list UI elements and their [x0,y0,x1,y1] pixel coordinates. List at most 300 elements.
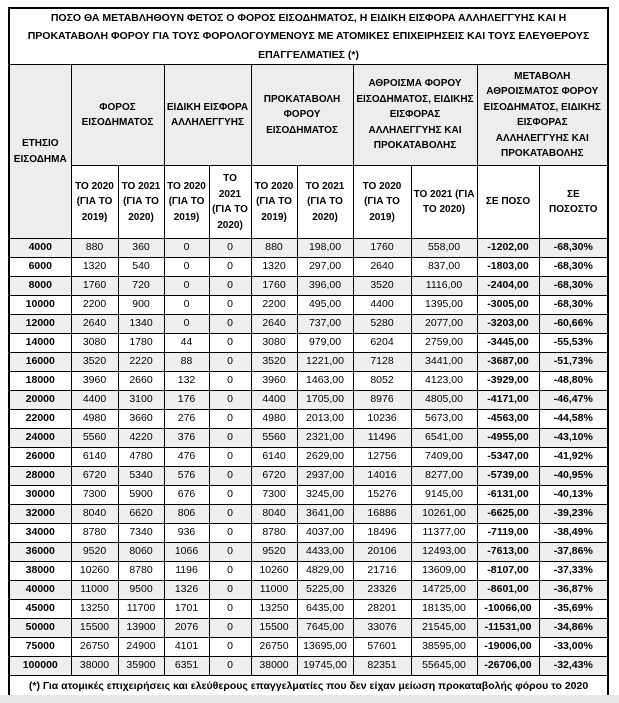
value-cell: 8040 [251,505,297,524]
value-cell: 4980 [71,410,118,429]
value-cell: 6720 [71,467,118,486]
value-cell: 33076 [353,619,411,638]
value-cell: 11000 [71,581,118,600]
value-cell: 396,00 [297,277,353,296]
value-cell: 0 [209,258,251,277]
income-cell: 8000 [9,277,71,296]
value-cell: 4101 [164,638,209,657]
income-cell: 28000 [9,467,71,486]
income-cell: 20000 [9,391,71,410]
value-cell: 7300 [71,486,118,505]
value-cell: -37,86% [539,543,608,562]
value-cell: 3660 [118,410,164,429]
value-cell: -7119,00 [477,524,539,543]
value-cell: 5280 [353,315,411,334]
table-row [9,258,608,277]
table-row [9,486,608,505]
value-cell: 0 [209,277,251,296]
value-cell: 55645,00 [411,657,477,676]
value-cell: 6720 [251,467,297,486]
value-cell: 2077,00 [411,315,477,334]
value-cell: 3245,00 [297,486,353,505]
value-cell: 1340 [118,315,164,334]
value-cell: 3641,00 [297,505,353,524]
value-cell: -34,86% [539,619,608,638]
group-header-sum-change: ΜΕΤΑΒΟΛΗ ΑΘΡΟΙΣΜΑΤΟΣ ΦΟΡΟΥ ΕΙΣΟΔΗΜΑΤΟΣ, ΕΙΔΙΚΗΣ ΕΙΣΦΟΡΑΣ ΑΛΛΗΛΕΓΓΥΗΣ ΚΑΙ ΠΡΟΚΑΤΑΒΟΛΗΣ [477,65,608,166]
table-row [9,372,608,391]
value-cell: 1320 [251,258,297,277]
value-cell: 8277,00 [411,467,477,486]
income-cell: 4000 [9,239,71,258]
group-header-row [9,65,608,166]
value-cell: 11000 [251,581,297,600]
table-row [9,619,608,638]
value-cell: -10066,00 [477,600,539,619]
group-header-total-sum: ΑΘΡΟΙΣΜΑ ΦΟΡΟΥ ΕΙΣΟΔΗΜΑΤΟΣ, ΕΙΔΙΚΗΣ ΕΙΣΦΟΡΑΣ ΑΛΛΗΛΕΓΓΥΗΣ ΚΑΙ ΠΡΟΚΑΤΑΒΟΛΗΣ [353,65,477,166]
sub-header-prepayment-2020: ΤΟ 2020 (ΓΙΑ ΤΟ 2019) [251,166,297,239]
income-cell: 26000 [9,448,71,467]
income-cell: 22000 [9,410,71,429]
value-cell: 15500 [71,619,118,638]
sub-header-levy-2020: ΤΟ 2020 (ΓΙΑ ΤΟ 2019) [164,166,209,239]
value-cell: -1803,00 [477,258,539,277]
value-cell: -60,66% [539,315,608,334]
value-cell: -46,47% [539,391,608,410]
value-cell: 0 [209,581,251,600]
table-row [9,524,608,543]
value-cell: -4955,00 [477,429,539,448]
value-cell: 4805,00 [411,391,477,410]
value-cell: 4400 [251,391,297,410]
value-cell: 3080 [71,334,118,353]
value-cell: 13900 [118,619,164,638]
value-cell: 2200 [251,296,297,315]
value-cell: -68,30% [539,258,608,277]
income-cell: 10000 [9,296,71,315]
value-cell: 4220 [118,429,164,448]
value-cell: 376 [164,429,209,448]
sub-header-levy-2021: ΤΟ 2021 (ΓΙΑ ΤΟ 2020) [209,166,251,239]
table-row [9,391,608,410]
value-cell: 0 [209,296,251,315]
value-cell: -51,73% [539,353,608,372]
value-cell: -44,58% [539,410,608,429]
value-cell: -68,30% [539,277,608,296]
value-cell: 6140 [71,448,118,467]
value-cell: 2759,00 [411,334,477,353]
value-cell: -2404,00 [477,277,539,296]
value-cell: 9145,00 [411,486,477,505]
value-cell: 1760 [251,277,297,296]
value-cell: 5225,00 [297,581,353,600]
value-cell: 2629,00 [297,448,353,467]
value-cell: 14725,00 [411,581,477,600]
group-header-solidarity-levy: ΕΙΔΙΚΗ ΕΙΣΦΟΡΑ ΑΛΛΗΛΕΓΓΥΗΣ [164,65,251,166]
value-cell: 936 [164,524,209,543]
footnote-row [9,676,608,698]
value-cell: 38595,00 [411,638,477,657]
value-cell: -6625,00 [477,505,539,524]
table-row [9,657,608,676]
income-cell: 24000 [9,429,71,448]
value-cell: 1221,00 [297,353,353,372]
value-cell: -4563,00 [477,410,539,429]
value-cell: 198,00 [297,239,353,258]
value-cell: 360 [118,239,164,258]
income-cell: 45000 [9,600,71,619]
value-cell: 176 [164,391,209,410]
value-cell: 2660 [118,372,164,391]
value-cell: -19006,00 [477,638,539,657]
value-cell: -4171,00 [477,391,539,410]
value-cell: 11377,00 [411,524,477,543]
value-cell: 10260 [251,562,297,581]
value-cell: -32,43% [539,657,608,676]
value-cell: -8601,00 [477,581,539,600]
value-cell: 24900 [118,638,164,657]
value-cell: -5347,00 [477,448,539,467]
value-cell: 1395,00 [411,296,477,315]
value-cell: 11496 [353,429,411,448]
value-cell: 720 [118,277,164,296]
value-cell: 4829,00 [297,562,353,581]
value-cell: 21545,00 [411,619,477,638]
value-cell: 7300 [251,486,297,505]
income-cell: 38000 [9,562,71,581]
value-cell: 0 [209,600,251,619]
value-cell: 8060 [118,543,164,562]
table-row [9,562,608,581]
value-cell: 1701 [164,600,209,619]
value-cell: 28201 [353,600,411,619]
value-cell: 6351 [164,657,209,676]
income-cell: 18000 [9,372,71,391]
value-cell: 1760 [353,239,411,258]
value-cell: 1760 [71,277,118,296]
value-cell: 0 [164,296,209,315]
value-cell: 2640 [353,258,411,277]
value-cell: 3960 [251,372,297,391]
value-cell: -11531,00 [477,619,539,638]
value-cell: -68,30% [539,239,608,258]
table-row [9,353,608,372]
value-cell: 6620 [118,505,164,524]
value-cell: 3520 [71,353,118,372]
value-cell: 26750 [251,638,297,657]
value-cell: 2076 [164,619,209,638]
sub-header-prepayment-2021: ΤΟ 2021 (ΓΙΑ ΤΟ 2020) [297,166,353,239]
value-cell: 15276 [353,486,411,505]
value-cell: 2200 [71,296,118,315]
value-cell: -40,13% [539,486,608,505]
table-body [9,239,608,676]
value-cell: -43,10% [539,429,608,448]
table-row [9,600,608,619]
value-cell: 880 [251,239,297,258]
value-cell: 3960 [71,372,118,391]
value-cell: 0 [209,315,251,334]
income-cell: 75000 [9,638,71,657]
value-cell: 6435,00 [297,600,353,619]
group-header-tax-prepayment: ΠΡΟΚΑΤΑΒΟΛΗ ΦΟΡΟΥ ΕΙΣΟΔΗΜΑΤΟΣ [251,65,353,166]
income-cell: 30000 [9,486,71,505]
value-cell: 0 [209,467,251,486]
income-cell: 6000 [9,258,71,277]
value-cell: 0 [209,353,251,372]
income-cell: 36000 [9,543,71,562]
value-cell: 13250 [251,600,297,619]
value-cell: 2937,00 [297,467,353,486]
value-cell: 6541,00 [411,429,477,448]
value-cell: 4433,00 [297,543,353,562]
income-cell: 16000 [9,353,71,372]
value-cell: 3520 [251,353,297,372]
value-cell: -37,33% [539,562,608,581]
value-cell: 3080 [251,334,297,353]
table-row [9,505,608,524]
value-cell: 1326 [164,581,209,600]
value-cell: -3203,00 [477,315,539,334]
value-cell: 806 [164,505,209,524]
value-cell: 11700 [118,600,164,619]
value-cell: 1463,00 [297,372,353,391]
value-cell: 0 [209,429,251,448]
value-cell: 0 [209,448,251,467]
value-cell: 6140 [251,448,297,467]
value-cell: 3441,00 [411,353,477,372]
value-cell: 837,00 [411,258,477,277]
value-cell: 23326 [353,581,411,600]
income-cell: 40000 [9,581,71,600]
value-cell: 18496 [353,524,411,543]
table-row [9,410,608,429]
value-cell: 19745,00 [297,657,353,676]
value-cell: 880 [71,239,118,258]
value-cell: 0 [209,505,251,524]
value-cell: -26706,00 [477,657,539,676]
income-cell: 32000 [9,505,71,524]
value-cell: 6204 [353,334,411,353]
sub-header-sum-2021: ΤΟ 2021 (ΓΙΑ ΤΟ 2020) [411,166,477,239]
income-cell: 12000 [9,315,71,334]
value-cell: 4780 [118,448,164,467]
value-cell: 38000 [71,657,118,676]
value-cell: 0 [209,410,251,429]
value-cell: 13609,00 [411,562,477,581]
value-cell: 0 [209,391,251,410]
value-cell: 0 [209,657,251,676]
value-cell: 8780 [251,524,297,543]
value-cell: -33,00% [539,638,608,657]
value-cell: 2640 [251,315,297,334]
table-row [9,543,608,562]
table-row [9,467,608,486]
value-cell: 9500 [118,581,164,600]
value-cell: -35,69% [539,600,608,619]
value-cell: 676 [164,486,209,505]
value-cell: 0 [164,258,209,277]
table-title: ΠΟΣΟ ΘΑ ΜΕΤΑΒΛΗΘΟΥΝ ΦΕΤΟΣ Ο ΦΟΡΟΣ ΕΙΣΟΔΗΜΑΤΟΣ, Η ΕΙΔΙΚΗ ΕΙΣΦΟΡΑ ΑΛΛΗΛΕΓΓΥΗΣ ΚΑΙ Η ΠΡΟΚΑΤΑΒΟΛΗ ΦΟΡΟΥ ΓΙΑ ΤΟΥΣ ΦΟΡΟΛΟΓΟΥΜΕΝΟΥΣ ΜΕ ΑΤΟΜΙΚΕΣ ΕΠΙΧΕΙΡΗΣΕΙΣ ΚΑΙ ΤΟΥΣ ΕΛΕΥΘΕΡΟΥΣ ΕΠΑΓΓΕΛΜΑΤΙΕΣ (*) [9,8,608,65]
sub-header-sum-2020: ΤΟ 2020 (ΓΙΑ ΤΟ 2019) [353,166,411,239]
value-cell: 8976 [353,391,411,410]
value-cell: 7409,00 [411,448,477,467]
value-cell: 0 [209,524,251,543]
column-header-annual-income: ΕΤΗΣΙΟ ΕΙΣΟΔΗΜΑ [9,65,71,239]
value-cell: 35900 [118,657,164,676]
value-cell: 26750 [71,638,118,657]
value-cell: -38,49% [539,524,608,543]
value-cell: -3929,00 [477,372,539,391]
value-cell: 13695,00 [297,638,353,657]
value-cell: -39,23% [539,505,608,524]
value-cell: 2220 [118,353,164,372]
table-row [9,277,608,296]
value-cell: 2321,00 [297,429,353,448]
sub-header-row [9,166,608,239]
value-cell: 0 [209,562,251,581]
value-cell: 13250 [71,600,118,619]
tax-change-table [8,7,609,698]
sub-header-income-tax-2020: ΤΟ 2020 (ΓΙΑ ΤΟ 2019) [71,166,118,239]
value-cell: -1202,00 [477,239,539,258]
value-cell: 1780 [118,334,164,353]
table-row [9,638,608,657]
value-cell: 0 [209,372,251,391]
value-cell: 0 [209,638,251,657]
value-cell: 57601 [353,638,411,657]
table-row [9,429,608,448]
value-cell: 5560 [251,429,297,448]
value-cell: -6131,00 [477,486,539,505]
value-cell: 7340 [118,524,164,543]
value-cell: 7128 [353,353,411,372]
value-cell: 0 [164,315,209,334]
table-row [9,315,608,334]
income-cell: 14000 [9,334,71,353]
sub-header-change-amount: ΣΕ ΠΟΣΟ [477,166,539,239]
value-cell: 12493,00 [411,543,477,562]
value-cell: -7613,00 [477,543,539,562]
title-row [9,8,608,65]
value-cell: 8780 [118,562,164,581]
value-cell: 44 [164,334,209,353]
value-cell: -48,80% [539,372,608,391]
value-cell: 0 [209,619,251,638]
value-cell: 0 [164,277,209,296]
value-cell: -55,53% [539,334,608,353]
value-cell: -41,92% [539,448,608,467]
value-cell: 8052 [353,372,411,391]
value-cell: 2640 [71,315,118,334]
bottom-band [0,695,619,703]
value-cell: 5900 [118,486,164,505]
value-cell: -3687,00 [477,353,539,372]
value-cell: -36,87% [539,581,608,600]
table-row [9,581,608,600]
value-cell: 4980 [251,410,297,429]
value-cell: 1320 [71,258,118,277]
value-cell: 7645,00 [297,619,353,638]
value-cell: 38000 [251,657,297,676]
value-cell: 476 [164,448,209,467]
value-cell: 3520 [353,277,411,296]
value-cell: 10260 [71,562,118,581]
value-cell: 10236 [353,410,411,429]
value-cell: 276 [164,410,209,429]
value-cell: 4037,00 [297,524,353,543]
value-cell: 0 [209,334,251,353]
value-cell: 979,00 [297,334,353,353]
sub-header-change-percentage: ΣΕ ΠΟΣΟΣΤΟ [539,166,608,239]
value-cell: -40,95% [539,467,608,486]
value-cell: 576 [164,467,209,486]
income-cell: 50000 [9,619,71,638]
sub-header-income-tax-2021: ΤΟ 2021 (ΓΙΑ ΤΟ 2020) [118,166,164,239]
value-cell: 540 [118,258,164,277]
value-cell: 297,00 [297,258,353,277]
value-cell: 18135,00 [411,600,477,619]
value-cell: 5340 [118,467,164,486]
value-cell: 10261,00 [411,505,477,524]
value-cell: 4400 [353,296,411,315]
value-cell: 8780 [71,524,118,543]
value-cell: 82351 [353,657,411,676]
value-cell: -8107,00 [477,562,539,581]
value-cell: 0 [209,239,251,258]
value-cell: 0 [209,543,251,562]
table-row [9,296,608,315]
value-cell: -68,30% [539,296,608,315]
value-cell: 3100 [118,391,164,410]
value-cell: 14016 [353,467,411,486]
table-footnote: (*) Για ατομικές επιχειρήσεις και ελεύθερους επαγγελματίες που δεν είχαν μείωση προκαταβολής φόρου το 2020 [9,676,608,698]
value-cell: 558,00 [411,239,477,258]
value-cell: 4123,00 [411,372,477,391]
value-cell: 737,00 [297,315,353,334]
value-cell: 2013,00 [297,410,353,429]
value-cell: 495,00 [297,296,353,315]
value-cell: 5560 [71,429,118,448]
value-cell: 0 [209,486,251,505]
value-cell: 9520 [71,543,118,562]
value-cell: 16886 [353,505,411,524]
value-cell: -5739,00 [477,467,539,486]
value-cell: 15500 [251,619,297,638]
value-cell: 1705,00 [297,391,353,410]
value-cell: 132 [164,372,209,391]
value-cell: 20106 [353,543,411,562]
table-row [9,334,608,353]
group-header-income-tax: ΦΟΡΟΣ ΕΙΣΟΔΗΜΑΤΟΣ [71,65,164,166]
value-cell: 900 [118,296,164,315]
value-cell: 1066 [164,543,209,562]
value-cell: 4400 [71,391,118,410]
income-cell: 34000 [9,524,71,543]
value-cell: -3005,00 [477,296,539,315]
table-row [9,448,608,467]
value-cell: 0 [164,239,209,258]
income-cell: 100000 [9,657,71,676]
value-cell: 1116,00 [411,277,477,296]
value-cell: 88 [164,353,209,372]
value-cell: 12756 [353,448,411,467]
value-cell: 21716 [353,562,411,581]
value-cell: 1196 [164,562,209,581]
value-cell: 8040 [71,505,118,524]
table-row [9,239,608,258]
value-cell: 9520 [251,543,297,562]
value-cell: 5673,00 [411,410,477,429]
